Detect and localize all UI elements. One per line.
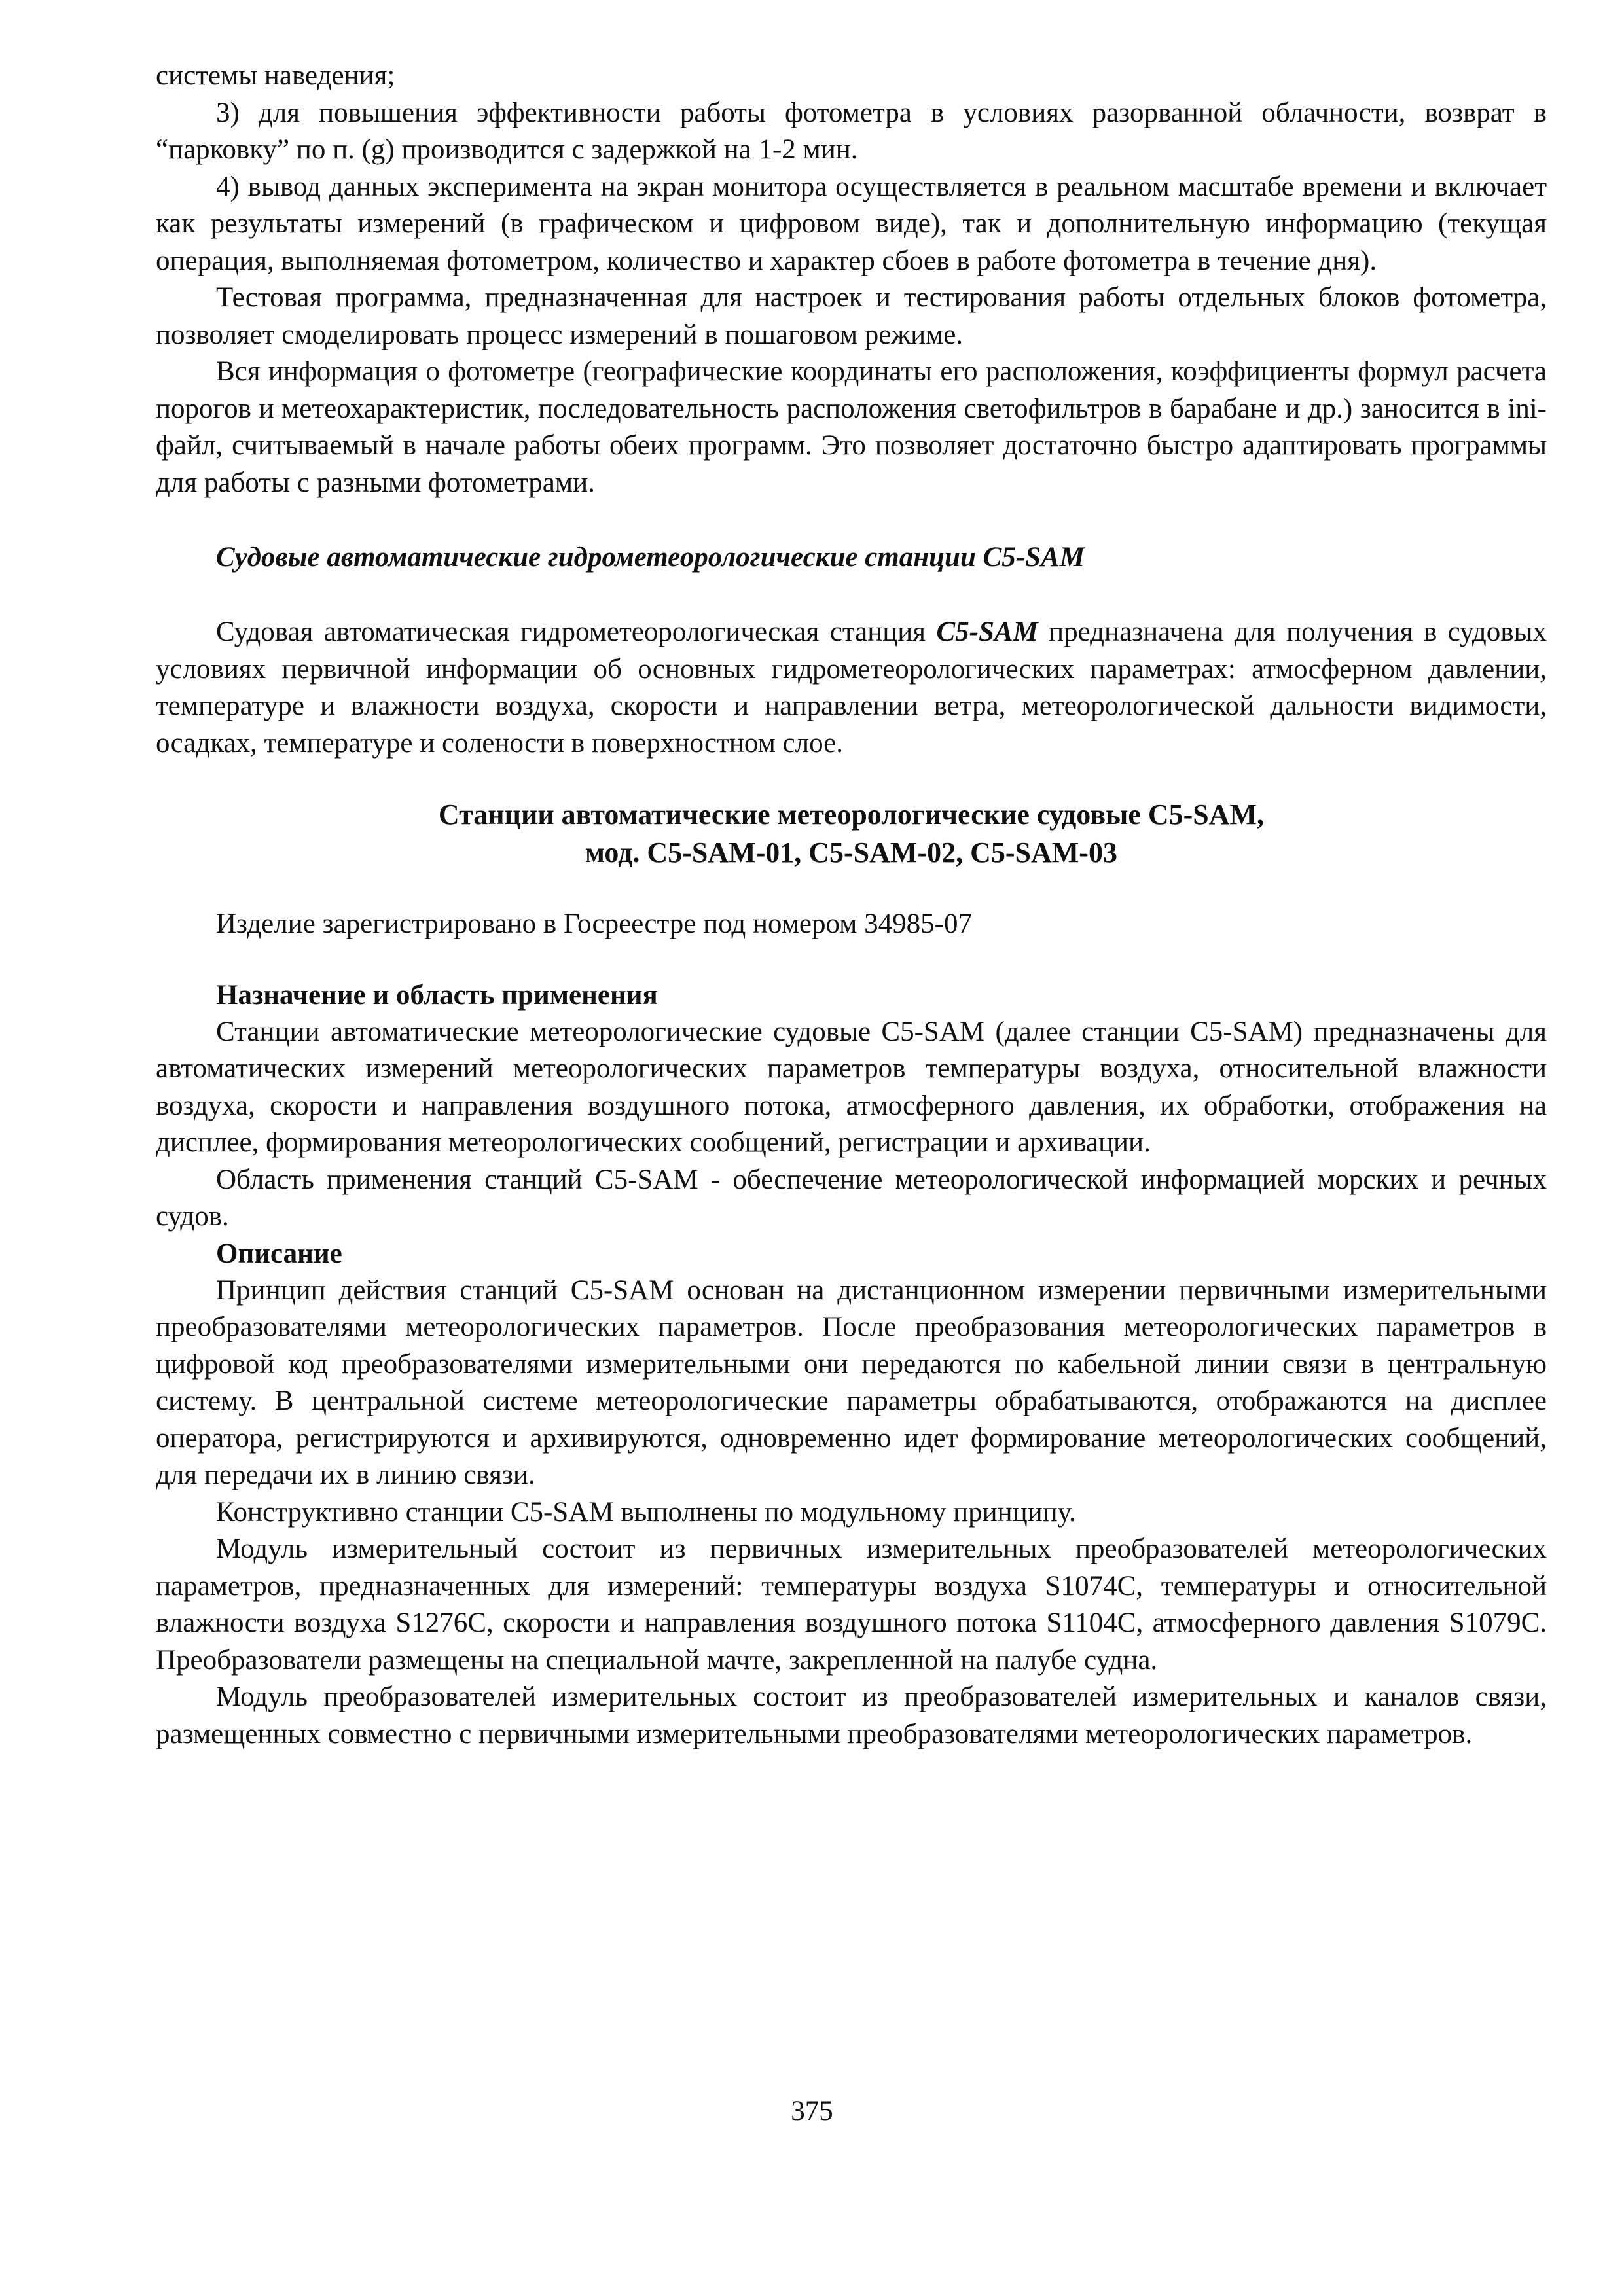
description-paragraph-1: Принцип действия станций С5-SAM основан на дистанционном измерении первичными измерительными преобразователями метеорологических параметров. После преобразования метеорологических параметров в цифровой код преобразователями измерительными они передаются по кабельной линии связи в центральную систему. В центральной системе метеорологические параметры обрабатываются, отображаются на дисплее оператора, регистрируются и архивируются, одновременно идет формирование метеорологических сообщений, для передачи их в линию связи. <box>156 1274 1547 1490</box>
station-intro-after: предназначена для получения в судовых условиях первичной информации об основных гидрометеорологических параметрах: атмосферном давлении, температуре и влажности воздуха, скорости и направлении ветра, метеорологической дальности видимости, осадках, температуре и солености в поверхностном слое. <box>156 617 1547 759</box>
description-paragraph-4: Модуль преобразователей измерительных состоит из преобразователей измерительных и каналов связи, размещенных совместно с первичными измерительными преобразователями метеорологических параметров. <box>156 1681 1547 1749</box>
section-heading-ship-stations: Судовые автоматические гидрометеорологические станции С5-SAM <box>216 542 1085 573</box>
purpose-heading: Назначение и область применения <box>216 979 658 1011</box>
document-title-line-2: мод. С5-SAM-01, С5-SAM-02, С5-SAM-03 <box>585 836 1117 869</box>
purpose-paragraph-2: Область применения станций С5-SAM - обеспечение метеорологической информацией морских и речных судов. <box>156 1164 1547 1232</box>
paragraph-station-intro <box>156 614 1547 762</box>
document-title <box>156 796 1547 872</box>
paragraph-test-program: Тестовая программа, предназначенная для настроек и тестирования работы отдельных блоков фотометра, позволяет смоделировать процесс измерений в пошаговом режиме. <box>156 282 1547 350</box>
registry-note: Изделие зарегистрировано в Госреестре под номером 34985-07 <box>216 908 972 939</box>
description-heading: Описание <box>216 1238 342 1269</box>
document-page <box>156 58 1547 1753</box>
paragraph-ini-file: Вся информация о фотометре (географические координаты его расположения, коэффициенты формул расчета порогов и метеохарактеристик, последовательность расположения светофильтров в барабане и др.) заносится в ini-файл, считываемый в начале работы обеих программ. Это позволяет достаточно быстро адаптировать программы для работы с разными фотометрами. <box>156 356 1547 498</box>
paragraph-guidance-systems: системы наведения; <box>156 60 395 91</box>
document-title-line-1: Станции автоматические метеорологические судовые С5-SAM, <box>438 798 1265 831</box>
paragraph-item-4: 4) вывод данных эксперимента на экран монитора осуществляется в реальном масштабе времени и включает как результаты измерений (в графическом и цифровом виде), так и дополнительную информацию (текущая операция, выполняемая фотометром, количество и характер сбоев в работе фотометра в течение дня). <box>156 171 1547 276</box>
station-intro-before: Судовая автоматическая гидрометеорологическая станция <box>216 617 937 647</box>
page-number: 375 <box>791 2096 833 2126</box>
description-paragraph-3: Модуль измерительный состоит из первичных измерительных преобразователей метеорологических параметров, предназначенных для измерений: температуры воздуха S1074C, температуры и относительной влажности воздуха S1276C, скорости и направления воздушного потока S1104C, атмосферного давления S1079C. Преобразователи размещены на специальной мачте, закрепленной на палубе судна. <box>156 1534 1547 1676</box>
station-intro-model: С5-SAM <box>936 617 1038 647</box>
paragraph-item-3: 3) для повышения эффективности работы фотометра в условиях разорванной облачности, возврат в “парковку” по п. (g) производится с задержкой на 1-2 мин. <box>156 97 1547 165</box>
purpose-paragraph-1: Станции автоматические метеорологические судовые С5-SAM (далее станции С5-SAM) предназначены для автоматических измерений метеорологических параметров температуры воздуха, относительной влажности воздуха, скорости и направления воздушного потока, атмосферного давления, их обработки, отображения на дисплее, формирования метеорологических сообщений, регистрации и архивации. <box>156 1016 1547 1158</box>
description-paragraph-2: Конструктивно станции С5-SAM выполнены по модульному принципу. <box>216 1496 1076 1528</box>
